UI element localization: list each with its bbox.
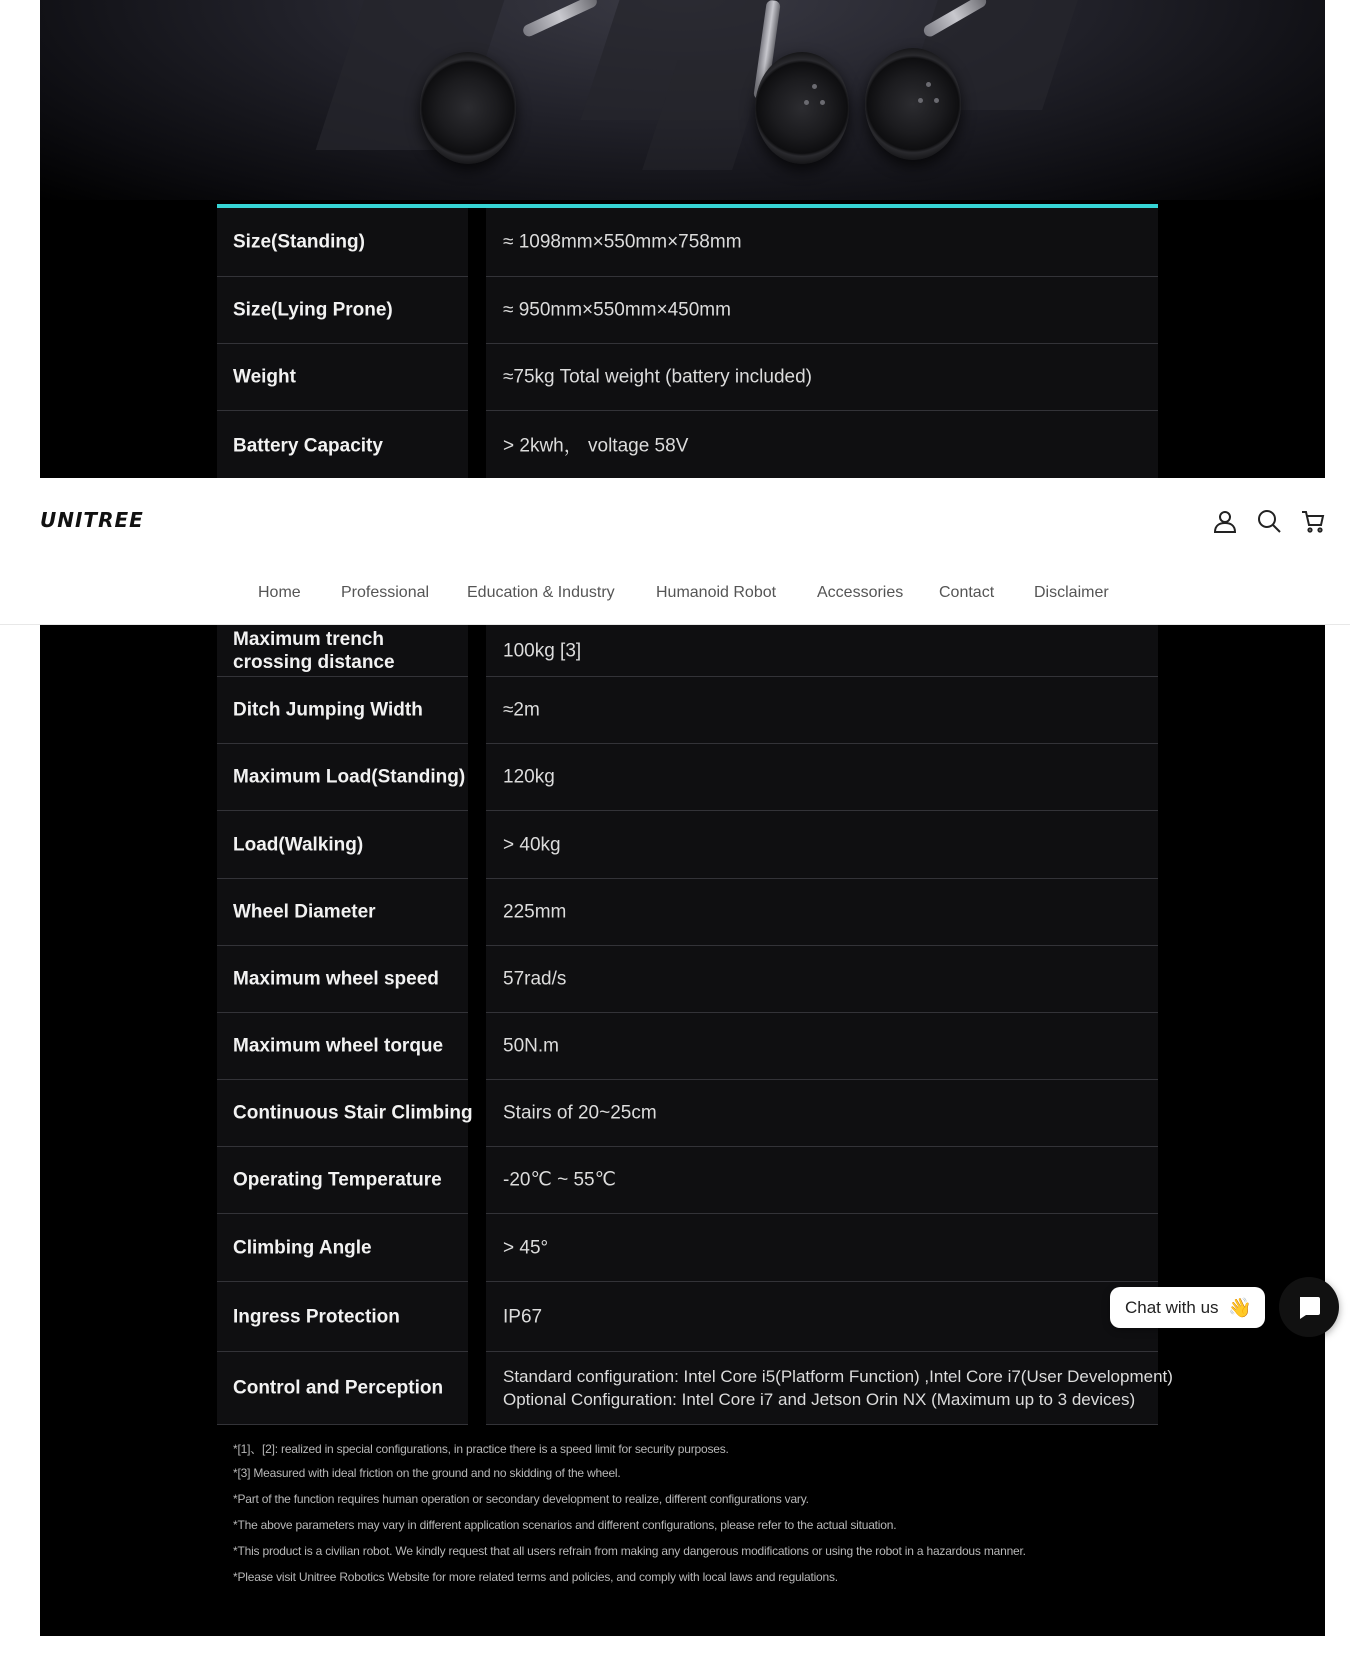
spec-value: Stairs of 20~25cm (503, 1102, 657, 1124)
spec-value: ≈ 950mm×550mm×450mm (503, 299, 731, 321)
spec-row (217, 879, 1158, 945)
spec-label: Operating Temperature (233, 1169, 442, 1191)
robot-hero-image (40, 0, 1325, 200)
spec-value: 100kg [3] (503, 640, 582, 661)
spec-label: Load(Walking) (233, 834, 364, 855)
nav-item-accessories[interactable]: Accessories (817, 584, 904, 601)
footnote: *[3] Measured with ideal friction on the ground and no skidding of the wheel. (233, 1466, 621, 1480)
spec-row (217, 744, 1158, 810)
spec-label: Continuous Stair Climbing (233, 1102, 473, 1124)
nav-item-education-industry[interactable]: Education & Industry (467, 584, 615, 601)
spec-row (217, 625, 1158, 676)
spec-value: 120kg (503, 766, 555, 788)
spec-label: Ditch Jumping Width (233, 699, 423, 721)
footnote: *This product is a civilian robot. We kindly request that all users refrain from making any dangerous modifications or using the robot in a hazardous manner. (233, 1544, 1026, 1558)
search-icon[interactable] (1256, 508, 1282, 534)
spec-label: Battery Capacity (233, 435, 383, 457)
chat-label: Chat with us (1125, 1298, 1219, 1317)
spec-value: 57rad/s (503, 968, 567, 990)
spec-label: Maximum Load(Standing) (233, 766, 466, 788)
nav-item-humanoid-robot[interactable]: Humanoid Robot (656, 584, 777, 601)
spec-row (217, 208, 1158, 276)
chat-with-us-button[interactable] (1110, 1287, 1265, 1328)
footnote: *Please visit Unitree Robotics Website for more related terms and policies, and comply with local laws and regulations. (233, 1570, 838, 1584)
nav-item-home[interactable]: Home (258, 584, 301, 601)
cart-icon[interactable] (1300, 508, 1326, 534)
wave-emoji-icon: 👋 (1228, 1298, 1252, 1319)
spec-value: 225mm (503, 901, 567, 923)
robot-leg (521, 0, 599, 38)
robot-wheel (865, 48, 961, 160)
spec-row (217, 411, 1158, 478)
robot-wheel (755, 52, 849, 164)
spec-value: ≈2m (503, 699, 540, 721)
spec-label: Size(Lying Prone) (233, 299, 393, 321)
spec-row (217, 811, 1158, 878)
spec-image-top (40, 0, 1325, 478)
spec-row (217, 1080, 1158, 1146)
footnote: *Part of the function requires human operation or secondary development to realize, different configurations vary. (233, 1492, 809, 1506)
spec-label: Climbing Angle (233, 1237, 372, 1258)
spec-row (217, 1147, 1158, 1213)
spec-label: Ingress Protection (233, 1306, 400, 1327)
nav-item-contact[interactable]: Contact (939, 584, 995, 601)
spec-label: Weight (233, 366, 296, 388)
footnote: *The above parameters may vary in different application scenarios and different configurations, please refer to the actual situation. (233, 1518, 897, 1532)
spec-label: Control and Perception (233, 1377, 444, 1399)
spec-label: Wheel Diameter (233, 901, 376, 923)
spec-label: Maximum wheel torque (233, 1035, 444, 1057)
spec-value: ≈ 1098mm×550mm×758mm (503, 231, 742, 253)
account-icon[interactable] (1212, 508, 1238, 534)
spec-row (217, 677, 1158, 743)
spec-row (217, 1214, 1158, 1281)
spec-label: Size(Standing) (233, 231, 365, 253)
spec-value: IP67 (503, 1306, 543, 1327)
spec-value: > 40kg (503, 834, 561, 855)
spec-label: Maximum trench crossing distance (233, 628, 395, 673)
nav-item-professional[interactable]: Professional (341, 584, 430, 601)
spec-value: > 45° (503, 1237, 549, 1258)
site-header (0, 478, 1350, 564)
spec-value: ≈75kg Total weight (battery included) (503, 366, 812, 388)
footnote: *[1]、[2]: realized in special configurations, in practice there is a speed limit for security purposes. (233, 1442, 729, 1456)
spec-value: -20℃ ~ 55℃ (503, 1169, 616, 1191)
unitree-logo[interactable]: UNITREE (40, 508, 144, 532)
spec-row (217, 1352, 1173, 1424)
chat-launcher-button[interactable] (1279, 1277, 1339, 1337)
spec-row (217, 277, 1158, 343)
spec-value: > 2kwh， voltage 58V (503, 435, 689, 457)
main-nav (0, 563, 1350, 625)
spec-value: Standard configuration: Intel Core i5(Platform Function) ,Intel Core i7(User Development) Optional Configuration: Intel Core i7 and Jetson Orin NX (Maximum up to 3 devices) (503, 1367, 1173, 1409)
robot-wheel (420, 52, 516, 164)
chat-bubble-icon (1279, 1277, 1339, 1337)
spec-row (217, 344, 1158, 410)
spec-row (217, 1282, 1158, 1351)
spec-label: Maximum wheel speed (233, 968, 439, 990)
spec-row (217, 946, 1158, 1012)
spec-row (217, 1013, 1158, 1079)
nav-item-disclaimer[interactable]: Disclaimer (1034, 584, 1109, 601)
spec-image-bottom (40, 625, 1325, 1636)
spec-value: 50N.m (503, 1035, 559, 1057)
